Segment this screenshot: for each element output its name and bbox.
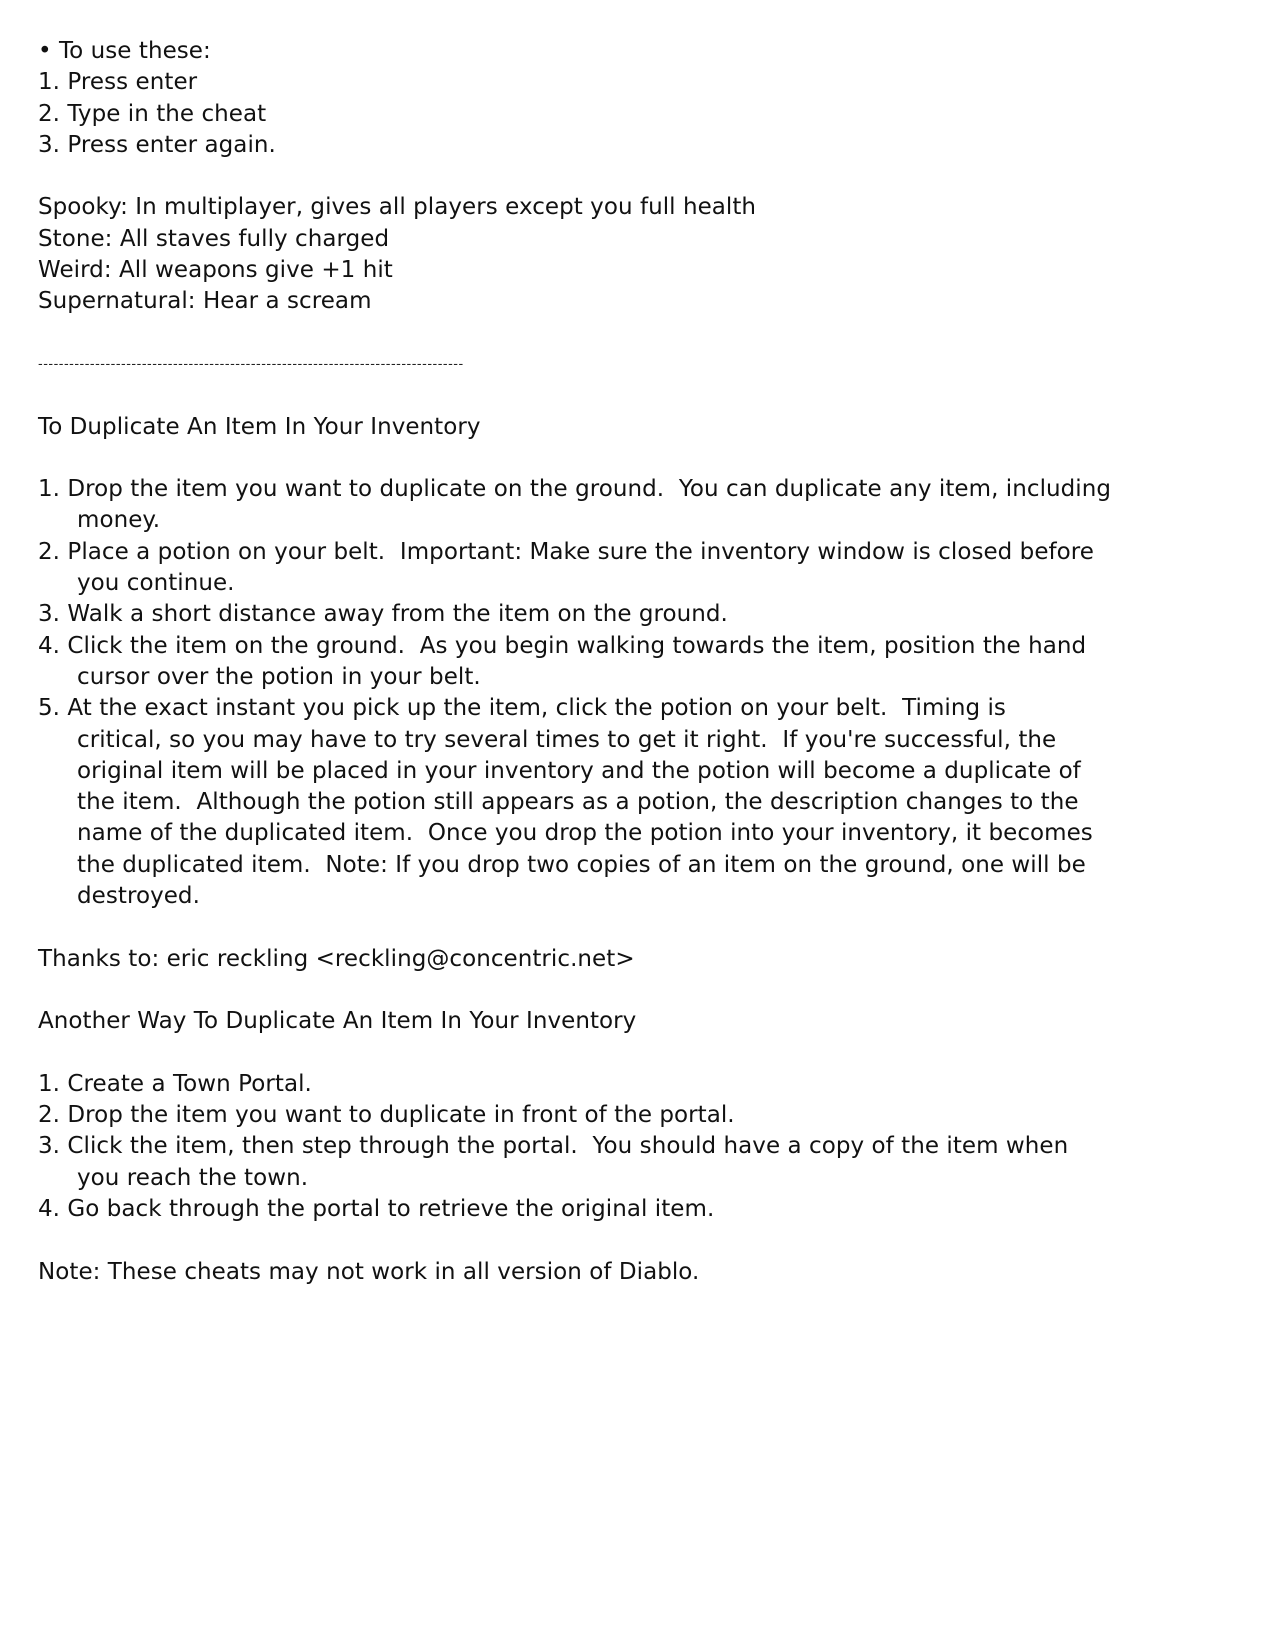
cheat-spooky: Spooky: In multiplayer, gives all players except you full health [38, 194, 757, 221]
usage-step: 3. Press enter again. [38, 131, 276, 158]
usage-step: 1. Press enter [38, 69, 198, 96]
step-line: name of the duplicated item. Once you drop the potion into your inventory, it becomes [77, 820, 1093, 847]
step-line: 5. At the exact instant you pick up the item, click the potion on your belt. Timing is [38, 695, 1006, 722]
step-line: 3. Walk a short distance away from the item on the ground. [38, 601, 728, 628]
spacer [38, 1038, 1218, 1069]
divider-line: ---------------------------------------------------------------------------------- [38, 356, 464, 372]
version-note: Note: These cheats may not work in all version of Diablo. [38, 1258, 700, 1285]
spacer [38, 912, 1218, 943]
spacer [38, 1225, 1218, 1256]
step-line: 3. Click the item, then step through the portal. You should have a copy of the item when [38, 1133, 1069, 1160]
usage-step: 2. Type in the cheat [38, 100, 267, 127]
step-line: 2. Drop the item you want to duplicate in front of the portal. [38, 1102, 735, 1129]
spacer [38, 443, 1218, 474]
another-way-step-2 [38, 1100, 1218, 1131]
thanks-credit: Thanks to: eric reckling <reckling@concentric.net> [38, 945, 635, 972]
step-line: the item. Although the potion still appears as a potion, the description changes to the [77, 789, 1079, 816]
cheat-supernatural: Supernatural: Hear a scream [38, 288, 372, 315]
step-line: money. [77, 507, 161, 534]
step-line: original item will be placed in your inventory and the potion will become a duplicate of [77, 757, 1081, 784]
step-line: you reach the town. [77, 1164, 309, 1191]
usage-intro: • To use these: [38, 38, 211, 64]
duplicate-step-5 [38, 693, 1218, 912]
step-line: 1. Create a Town Portal. [38, 1070, 312, 1097]
duplicate-step-1 [38, 474, 1218, 537]
step-line: cursor over the potion in your belt. [77, 663, 481, 690]
spacer [38, 318, 1218, 349]
step-line: you continue. [77, 570, 235, 597]
another-way-step-1 [38, 1069, 1218, 1100]
duplicate-step-2 [38, 537, 1218, 600]
step-line: 1. Drop the item you want to duplicate on the ground. You can duplicate any item, including [38, 476, 1111, 503]
duplicate-step-4 [38, 631, 1218, 694]
step-line: 4. Click the item on the ground. As you begin walking towards the item, position the hand [38, 632, 1087, 659]
spacer [38, 161, 1218, 192]
another-way-step-3 [38, 1131, 1218, 1194]
another-way-heading: Another Way To Duplicate An Item In Your Inventory [38, 1008, 637, 1035]
another-way-step-4 [38, 1194, 1218, 1225]
step-line: critical, so you may have to try several times to get it right. If you're successful, the [77, 726, 1057, 753]
cheat-stone: Stone: All staves fully charged [38, 225, 390, 252]
step-line: the duplicated item. Note: If you drop two copies of an item on the ground, one will be [77, 851, 1086, 878]
spacer [38, 380, 1218, 411]
step-line: 4. Go back through the portal to retrieve the original item. [38, 1195, 715, 1222]
cheat-weird: Weird: All weapons give +1 hit [38, 257, 393, 284]
document-page [38, 36, 1218, 1288]
duplicate-step-3 [38, 599, 1218, 630]
step-line: destroyed. [77, 883, 200, 910]
spacer [38, 975, 1218, 1006]
step-line: 2. Place a potion on your belt. Important: Make sure the inventory window is closed before [38, 538, 1095, 565]
duplicate-heading: To Duplicate An Item In Your Inventory [38, 413, 481, 440]
